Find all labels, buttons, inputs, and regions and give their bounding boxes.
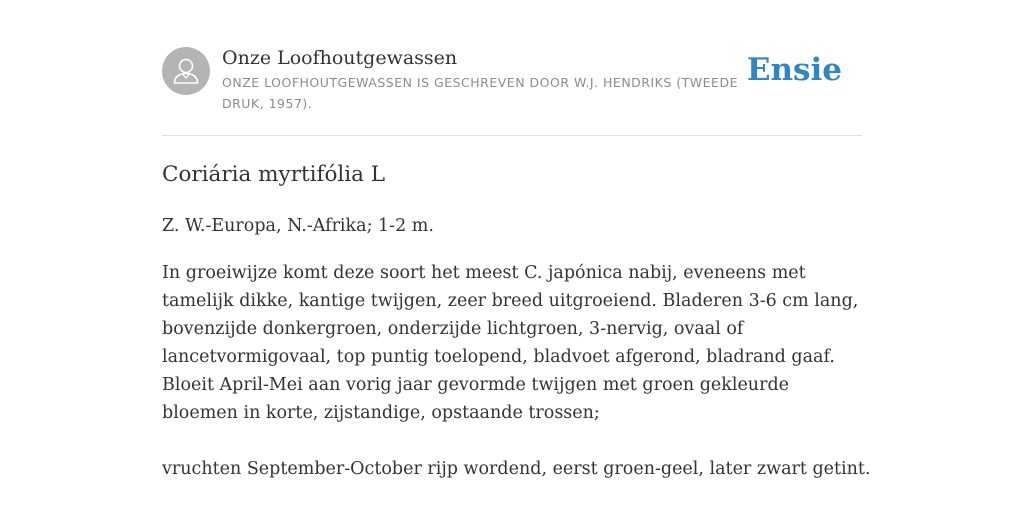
entry-paragraph-description: In groeiwijze komt deze soort het meest C. japónica nabij, eveneens met tamelijk dikke, kantige twijgen, zeer breed uitgroeiend. Bladeren 3-6 cm lang, bovenzijde donkergroen, onderzijde lichtgroen, 3-nervig, ovaal of lancetvormigovaal, top puntig toelopend, bladvoet afgerond, bladrand gaaf. Bloeit April-Mei aan vorig jaar gevormde twijgen met groen gekleurde bloemen in korte, zijstandige, opstaande trossen; — [162, 263, 859, 423]
header-divider — [162, 135, 862, 136]
entry-paragraph-distribution: Z. W.-Europa, N.-Afrika; 1-2 m. — [162, 216, 434, 236]
user-silhouette-icon[interactable] — [162, 47, 210, 95]
source-description: ONZE LOOFHOUTGEWASSEN IS GESCHREVEN DOOR W.J. HENDRIKS (TWEEDE DRUK, 1957). — [222, 75, 738, 111]
entry-title: Coriária myrtifólia L — [162, 162, 386, 187]
source-header — [162, 46, 862, 136]
ensie-logo[interactable]: Ensie — [746, 52, 842, 88]
page-container — [162, 0, 871, 512]
source-title[interactable]: Onze Loofhoutgewassen — [222, 47, 458, 69]
entry-paragraph-fruits: vruchten September-October rijp wordend, eerst groen-geel, later zwart getint. — [162, 459, 871, 479]
